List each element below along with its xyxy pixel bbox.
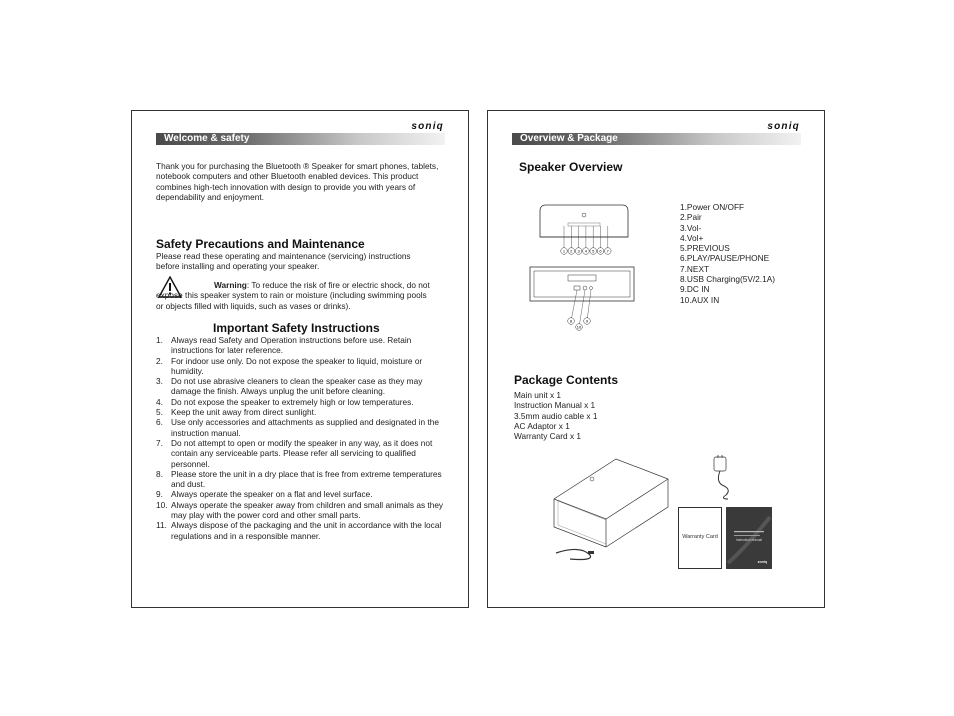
- left-page: [131, 110, 469, 608]
- package-item: Warranty Card x 1: [514, 431, 582, 442]
- overview-title: Speaker Overview: [519, 160, 623, 174]
- instruction-item: [156, 335, 452, 356]
- callout-number: 9: [585, 318, 589, 324]
- feature-list: [680, 202, 775, 305]
- callout-number: 3: [577, 248, 580, 254]
- callout-number: 5: [592, 248, 595, 254]
- feature-item: 6.PLAY/PAUSE/PHONE: [680, 253, 770, 264]
- instruction-item: [156, 407, 452, 417]
- instruction-text: Always operate the speaker away from children and small animals as they may play with the power cord and other small parts.: [171, 499, 444, 521]
- instruction-text: Please store the unit in a dry place that is free from extreme temperatures and dust.: [171, 468, 442, 490]
- callout-number: 8: [569, 318, 573, 324]
- feature-item: 1.Power ON/OFF: [680, 202, 745, 212]
- instruction-text: Always read Safety and Operation instructions before use. Retain instructions for later reference.: [171, 335, 412, 356]
- instruction-number: 2.: [156, 355, 163, 366]
- instruction-number: 8.: [156, 468, 163, 479]
- instruction-text: Always dispose of the packaging and the unit in accordance with the local regulations and in a responsible manner.: [171, 520, 442, 541]
- instruction-text: Use only accessories and attachments as supplied and designated in the instruction manual.: [171, 417, 439, 438]
- instruction-number: 9.: [156, 489, 163, 500]
- speaker-top-diagram: [534, 203, 634, 261]
- instruction-number: 4.: [156, 396, 163, 407]
- instruction-number: 3.: [156, 376, 163, 387]
- safety-title: Safety Precautions and Maintenance: [156, 237, 365, 251]
- package-item: Main unit x 1: [514, 390, 562, 400]
- feature-item: 2.Pair: [680, 212, 702, 223]
- warranty-card-label: Warranty Card: [682, 534, 718, 540]
- warning-label: Warning: [214, 280, 247, 290]
- callout-number: 6: [599, 248, 602, 254]
- instruction-number: 11.: [156, 520, 167, 531]
- section-header-bar: [156, 133, 445, 145]
- warning-text: : To reduce the risk of fire or electric shock, do not expose this speaker system to rain or moisture (including swimming pools or objects filled with liquids, such as vases or drinks).: [156, 280, 430, 311]
- instructions-title: Important Safety Instructions: [213, 321, 380, 335]
- right-page: [487, 110, 825, 608]
- speaker-back-diagram: [528, 265, 636, 331]
- ac-adaptor-illustration: [706, 455, 740, 501]
- instruction-item: [156, 397, 452, 407]
- warranty-card-illustration: [678, 507, 722, 569]
- section-header-label: Overview & Package: [520, 133, 618, 144]
- instruction-item: [156, 520, 452, 541]
- instruction-text: For indoor use only. Do not expose the speaker to liquid, moisture or humidity.: [171, 355, 423, 376]
- instruction-text: Do not use abrasive cleaners to clean the speaker case as they may damage the finish. Always unplug the unit before cleaning.: [171, 376, 423, 397]
- instruction-item: [156, 489, 452, 499]
- section-header-label: Welcome & safety: [164, 133, 250, 144]
- instruction-item: [156, 417, 452, 438]
- package-item: 3.5mm audio cable x 1: [514, 410, 598, 421]
- instruction-number: 5.: [156, 407, 163, 418]
- brand-logo: soniq: [411, 121, 444, 132]
- instruction-text: Do not attempt to open or modify the speaker in any way, as it does not contain any serviceable parts. Please refer all servicing to qualified personnel.: [171, 437, 433, 469]
- instruction-number: 10.: [156, 499, 168, 510]
- package-list: [514, 390, 597, 441]
- brand-logo: soniq: [767, 121, 800, 132]
- intro-paragraph: Thank you for purchasing the Bluetooth ® Speaker for smart phones, tablets, notebook computers and other Bluetooth enabled devices. This product combines high-tech innovation with design to provide you with years of dependability and enjoyment.: [156, 161, 439, 202]
- safety-paragraph: Please read these operating and maintenance (servicing) instructions before installing and operating your speaker.: [156, 251, 411, 272]
- callout-number: 2: [570, 248, 573, 254]
- callout-number: 7: [606, 248, 609, 254]
- feature-item: 10.AUX IN: [680, 294, 720, 305]
- section-header-bar: [512, 133, 801, 145]
- instruction-manual-illustration: [726, 507, 772, 569]
- instruction-item: [156, 500, 452, 521]
- callout-number: 10: [576, 324, 582, 330]
- instruction-text: Always operate the speaker on a flat and level surface.: [171, 489, 373, 500]
- instruction-item: [156, 376, 452, 397]
- callout-number: 1: [562, 248, 566, 254]
- feature-item: 9.DC IN: [680, 284, 710, 295]
- package-title: Package Contents: [514, 373, 619, 387]
- feature-item: 5.PREVIOUS: [680, 243, 730, 254]
- instruction-number: 7.: [156, 437, 163, 448]
- package-item: AC Adaptor x 1: [514, 420, 570, 431]
- warning-paragraph: [156, 280, 434, 311]
- package-item: Instruction Manual x 1: [514, 400, 596, 411]
- instructions-list: [156, 335, 452, 541]
- instruction-text: Do not expose the speaker to extremely high or low temperatures.: [171, 396, 414, 407]
- main-unit-illustration: [550, 455, 672, 565]
- instruction-text: Keep the unit away from direct sunlight.: [171, 407, 317, 418]
- feature-item: 7.NEXT: [680, 263, 710, 274]
- instruction-item: [156, 356, 452, 377]
- instruction-item: [156, 438, 452, 469]
- manual-brand-logo: soniq: [757, 560, 767, 564]
- feature-item: 3.Vol-: [680, 222, 702, 233]
- manual-cover-label: Instruction Manual: [735, 538, 763, 542]
- feature-item: 4.Vol+: [680, 232, 704, 243]
- feature-item: 8.USB Charging(5V/2.1A): [680, 274, 776, 285]
- instruction-number: 1.: [156, 335, 163, 345]
- instruction-item: [156, 469, 452, 490]
- callout-number: 4: [584, 248, 588, 254]
- instruction-number: 6.: [156, 417, 163, 428]
